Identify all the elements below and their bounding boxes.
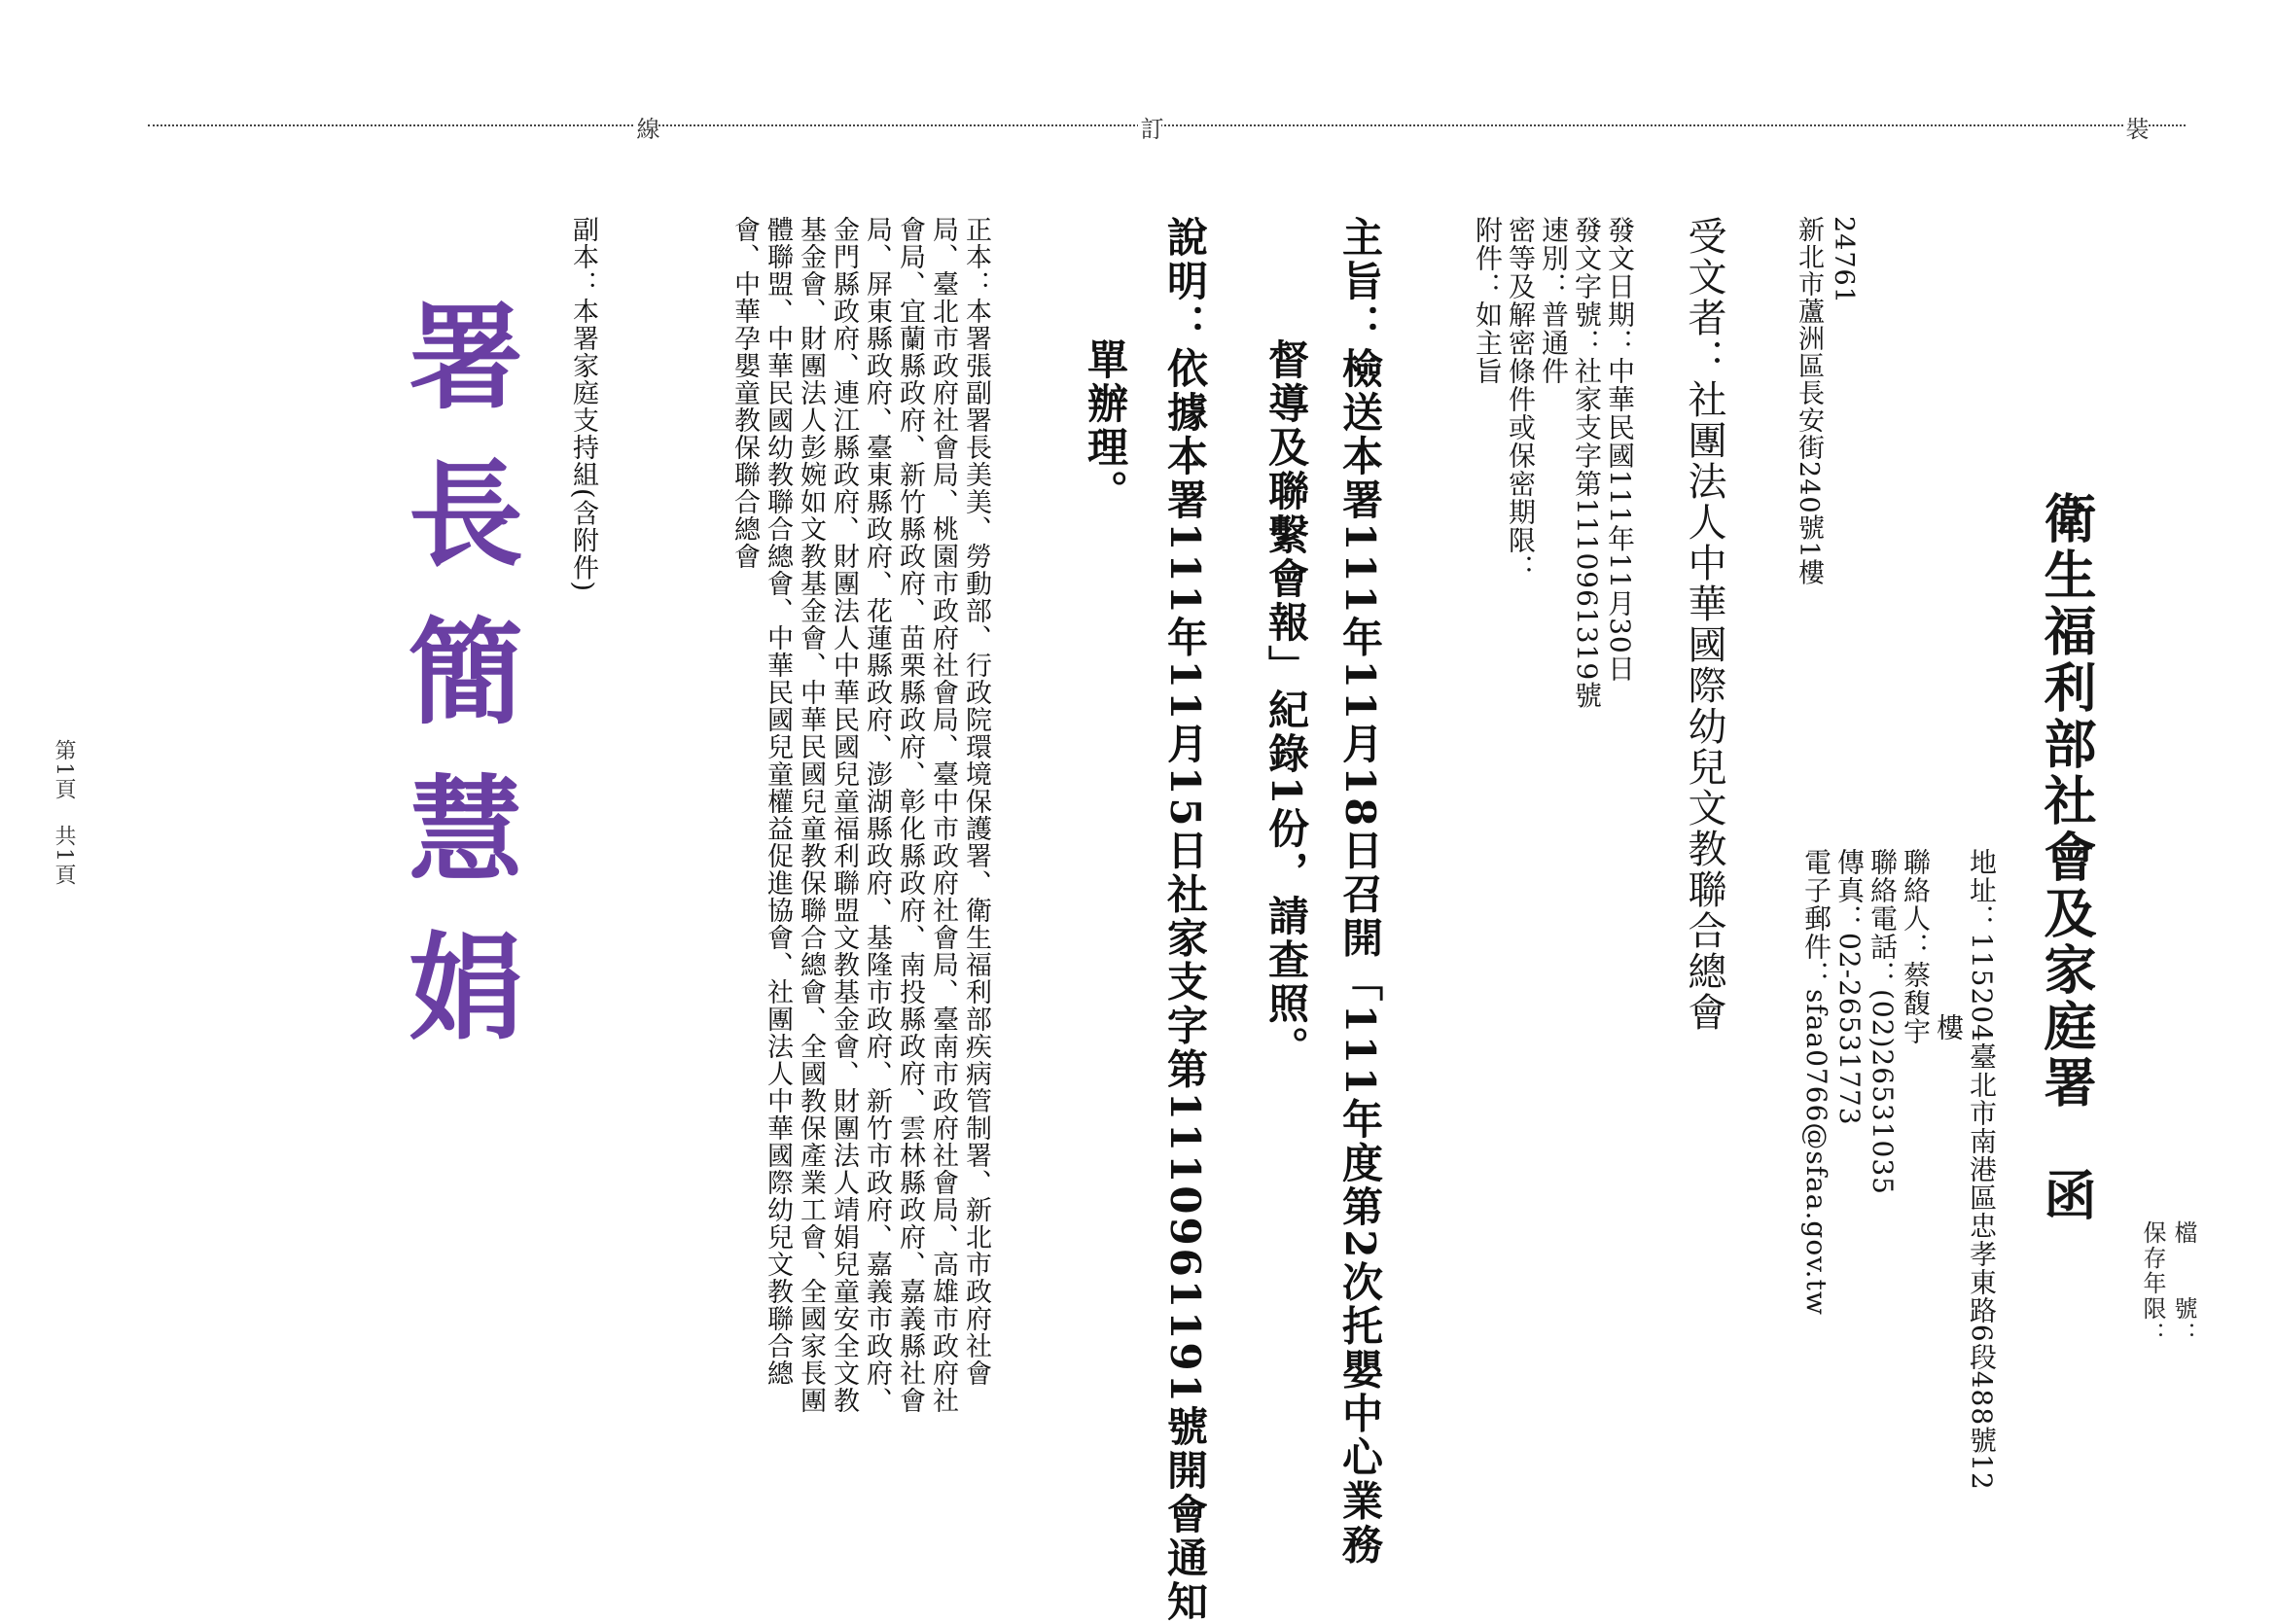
subject-line-2: 督導及聯繫會報」紀錄1份，請查照。 xyxy=(1262,338,1310,1071)
security-level: 密等及解密條件或保密期限： xyxy=(1505,216,1537,583)
explanation-line-2: 單辦理。 xyxy=(1082,338,1129,513)
sender-email: 電子郵件：sfaa0766@sfaa.gov.tw xyxy=(1800,848,1832,1316)
issue-date: 發文日期：中華民國111年11月30日 xyxy=(1604,216,1636,683)
document-title: 衛生福利部社會及家庭署 函 xyxy=(2036,491,2098,1224)
binding-mark-line: 線 xyxy=(632,117,659,140)
copy-recipients: 副本：本署家庭支持組(含附件) xyxy=(568,216,598,593)
recipient-postal-address: 新北市蘆洲區長安街240號1樓 xyxy=(1794,216,1824,586)
recipient-line: 受文者：社團法人中華國際幼兒文教聯合總會 xyxy=(1682,216,1726,1033)
delivery-speed: 速別：普通件 xyxy=(1538,216,1570,385)
subject-line-1: 主旨：檢送本署111年11月18日召開「111年度第2次托嬰中心業務 xyxy=(1336,216,1384,1568)
archive-retention: 保存年限： xyxy=(2139,1220,2166,1347)
director-signature: 署長簡慧娟 xyxy=(389,297,524,1084)
page-number: 第1頁 共1頁 xyxy=(52,739,76,887)
document-number: 發文字號：社家支字第1110961319號 xyxy=(1571,216,1603,710)
recipient-postal-code: 24761 xyxy=(1829,216,1859,304)
sender-address: 地址：115204臺北市南港區忠孝東路6段488號12 xyxy=(1966,848,1998,1491)
explanation-line-1: 說明：依據本署111年11月15日社家支字第1110961191號開會通知 xyxy=(1161,216,1209,1624)
sender-address-cont: 樓 xyxy=(1933,1013,1965,1041)
binding-mark-bind: 裝 xyxy=(2121,117,2149,140)
attachment: 附件：如主旨 xyxy=(1472,216,1504,385)
archive-file-number: 檔 號： xyxy=(2170,1220,2197,1347)
sender-phone: 聯絡電話：(02)26531035 xyxy=(1867,848,1899,1195)
main-recipients: 正本：本署張副署長美美、勞動部、行政院環境保護署、衛生福利部疾病管制署、新北市政府社會局、臺北市政府社會局、桃園市政府社會局、臺中市政府社會局、臺南市政府社會局、高雄市政府社會局、宜蘭縣政府、新竹縣政府、苗栗縣政府、彰化縣政府、南投縣政府、雲林縣政府、嘉義縣社會局、屏東縣政府、臺東縣政府、花蓮縣政府、澎湖縣政府、基隆市政府、新竹市政府、嘉義市政府、金門縣政府、連江縣政府、財團法人中華民國兒童福利聯盟文教基金會、財團法人靖娟兒童安全文教基金會、財團法人彭婉如文教基金會、中華民國兒童教保聯合總會、全國教保產業工會、全國家長團體聯盟、中華民國幼教聯合總會、中華民國兒童權益促進協會、社團法人中華國際幼兒文教聯合總會、中華孕嬰童教保聯合總會 xyxy=(729,216,991,1414)
binding-mark-staple: 訂 xyxy=(1136,117,1163,140)
binding-line xyxy=(148,124,2186,126)
sender-contact: 聯絡人：蔡馥宇 xyxy=(1900,848,1932,1045)
sender-fax: 傳真：02-26531773 xyxy=(1833,848,1866,1126)
